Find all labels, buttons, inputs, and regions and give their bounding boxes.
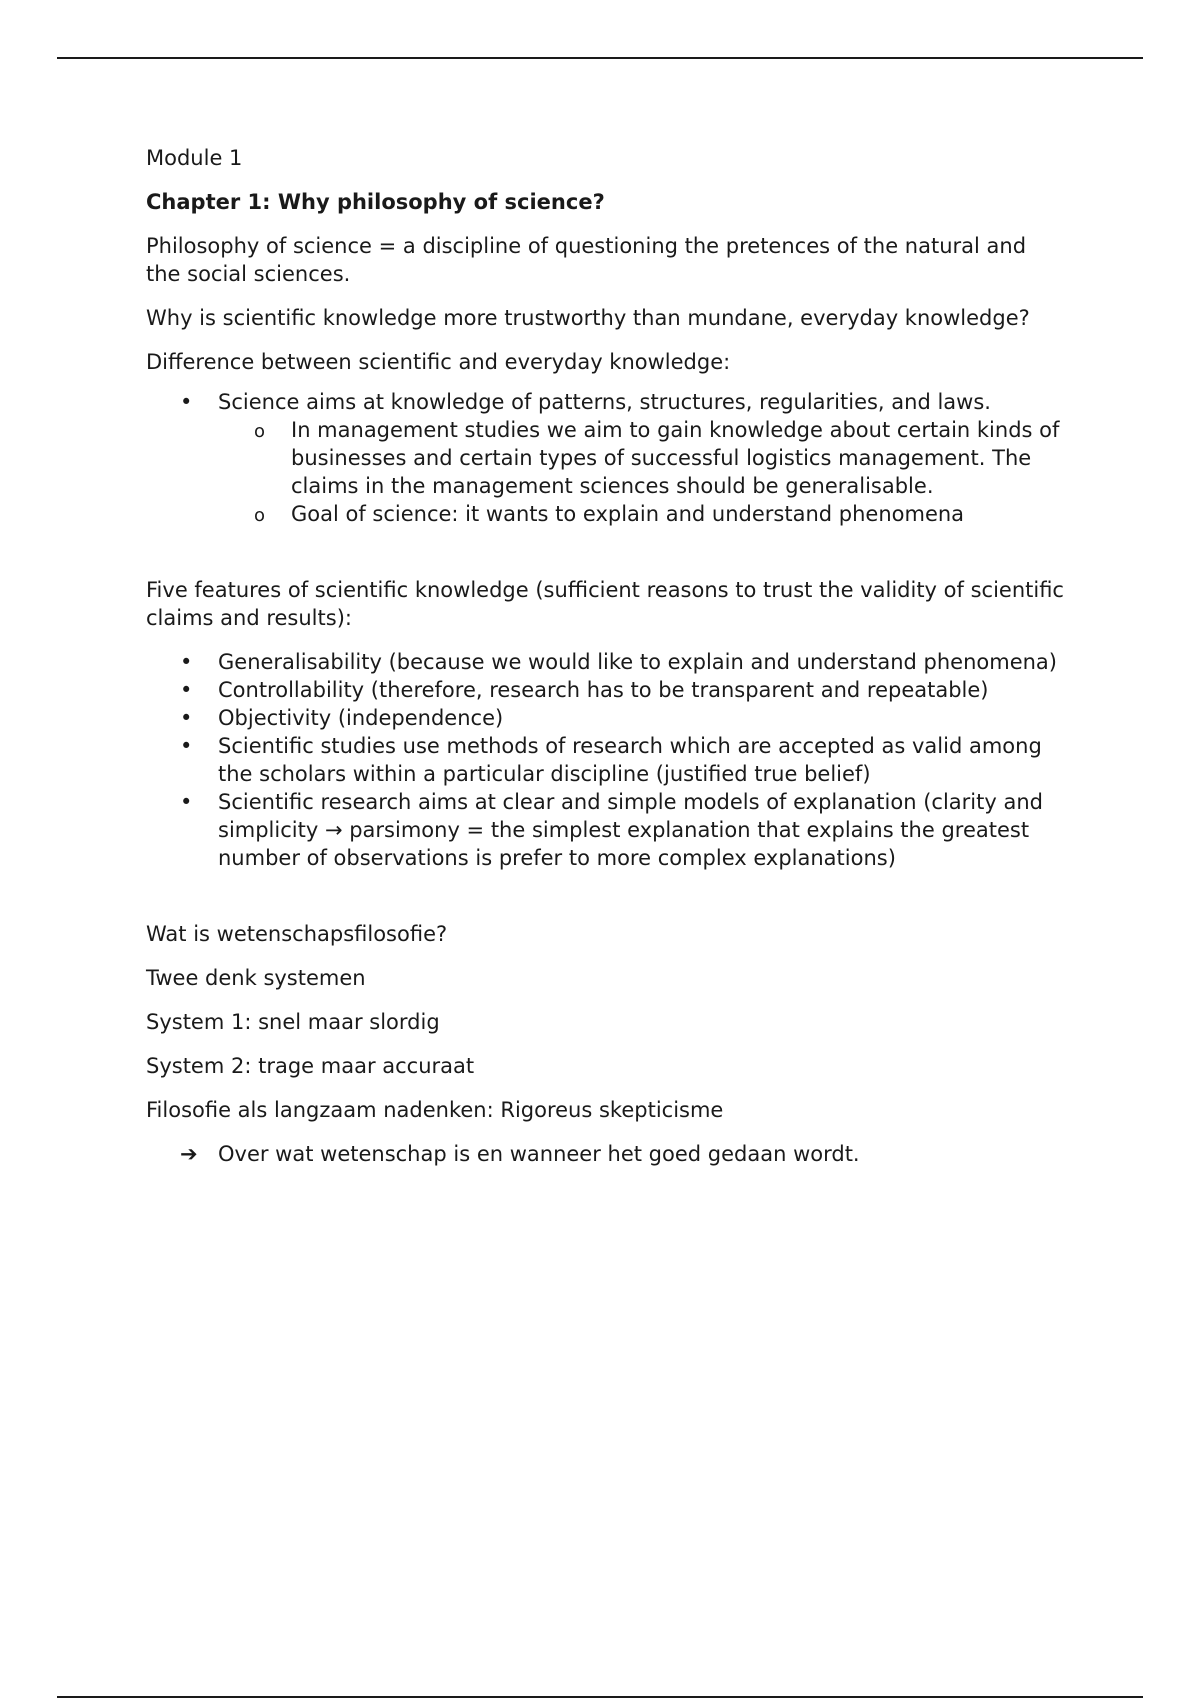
sub-bullet-marker: o (254, 421, 266, 442)
list-item (146, 732, 1066, 788)
bullet-marker: • (180, 706, 193, 730)
difference-sublist (218, 416, 1066, 528)
list-item (146, 1140, 1066, 1168)
sub-bullet-marker: o (254, 505, 266, 526)
philosophy-slow-line: Filosofie als langzaam nadenken: Rigoreus skepticisme (146, 1098, 724, 1122)
list-item-text: Generalisability (because we would like to explain and understand phenomena) (218, 650, 1057, 674)
sub-list-item (146, 500, 1066, 528)
sub-list-item-text: In management studies we aim to gain knowledge about certain kinds of businesses and certain types of successful logistics management. The claims in the management sciences should be generalisable. (291, 418, 1060, 498)
list-item (146, 704, 1066, 732)
list-item (146, 676, 1066, 704)
list-item (146, 648, 1066, 676)
list-item-text: Scientific research aims at clear and simple models of explanation (clarity and simplicity → parsimony = the simplest explanation that explains the greatest number of observations is prefer to more complex explanations) (218, 790, 1043, 870)
bullet-marker: • (180, 678, 193, 702)
bullet-marker: • (180, 650, 193, 674)
difference-list (146, 388, 1066, 528)
arrow-right-icon: ➔ (180, 1142, 198, 1166)
spacer (146, 544, 1066, 576)
chapter-title: Chapter 1: Why philosophy of science? (146, 190, 605, 214)
dutch-question: Wat is wetenschapsfilosofie? (146, 922, 448, 946)
list-item-text: Controllability (therefore, research has to be transparent and repeatable) (218, 678, 989, 702)
system-1-line: System 1: snel maar slordig (146, 1010, 440, 1034)
document-body (146, 144, 1066, 1168)
features-list (146, 648, 1066, 872)
list-item-text: Objectivity (independence) (218, 706, 504, 730)
features-heading: Five features of scientific knowledge (sufficient reasons to trust the validity of scientific claims and results): (146, 578, 1064, 630)
footer-rule (57, 1696, 1143, 1698)
definition-paragraph: Philosophy of science = a discipline of questioning the pretences of the natural and the social sciences. (146, 234, 1027, 286)
bullet-marker: • (180, 790, 193, 814)
system-2-line: System 2: trage maar accuraat (146, 1054, 475, 1078)
list-item-text: Over wat wetenschap is en wanneer het goed gedaan wordt. (218, 1142, 860, 1166)
difference-heading: Difference between scientific and everyday knowledge: (146, 350, 731, 374)
list-item (146, 788, 1066, 872)
spacer (146, 888, 1066, 920)
module-label: Module 1 (146, 146, 243, 170)
header-rule (57, 57, 1143, 59)
bullet-marker: • (180, 390, 193, 414)
sub-list-item (146, 416, 1066, 500)
question-paragraph: Why is scientific knowledge more trustworthy than mundane, everyday knowledge? (146, 306, 1030, 330)
list-item (146, 388, 1066, 528)
sub-list-item-text: Goal of science: it wants to explain and understand phenomena (291, 502, 965, 526)
list-item-text: Scientific studies use methods of research which are accepted as valid among the scholars within a particular discipline (justified true belief) (218, 734, 1042, 786)
bullet-marker: • (180, 734, 193, 758)
two-systems-line: Twee denk systemen (146, 966, 366, 990)
list-item-text: Science aims at knowledge of patterns, structures, regularities, and laws. (218, 390, 991, 414)
arrow-list (146, 1140, 1066, 1168)
